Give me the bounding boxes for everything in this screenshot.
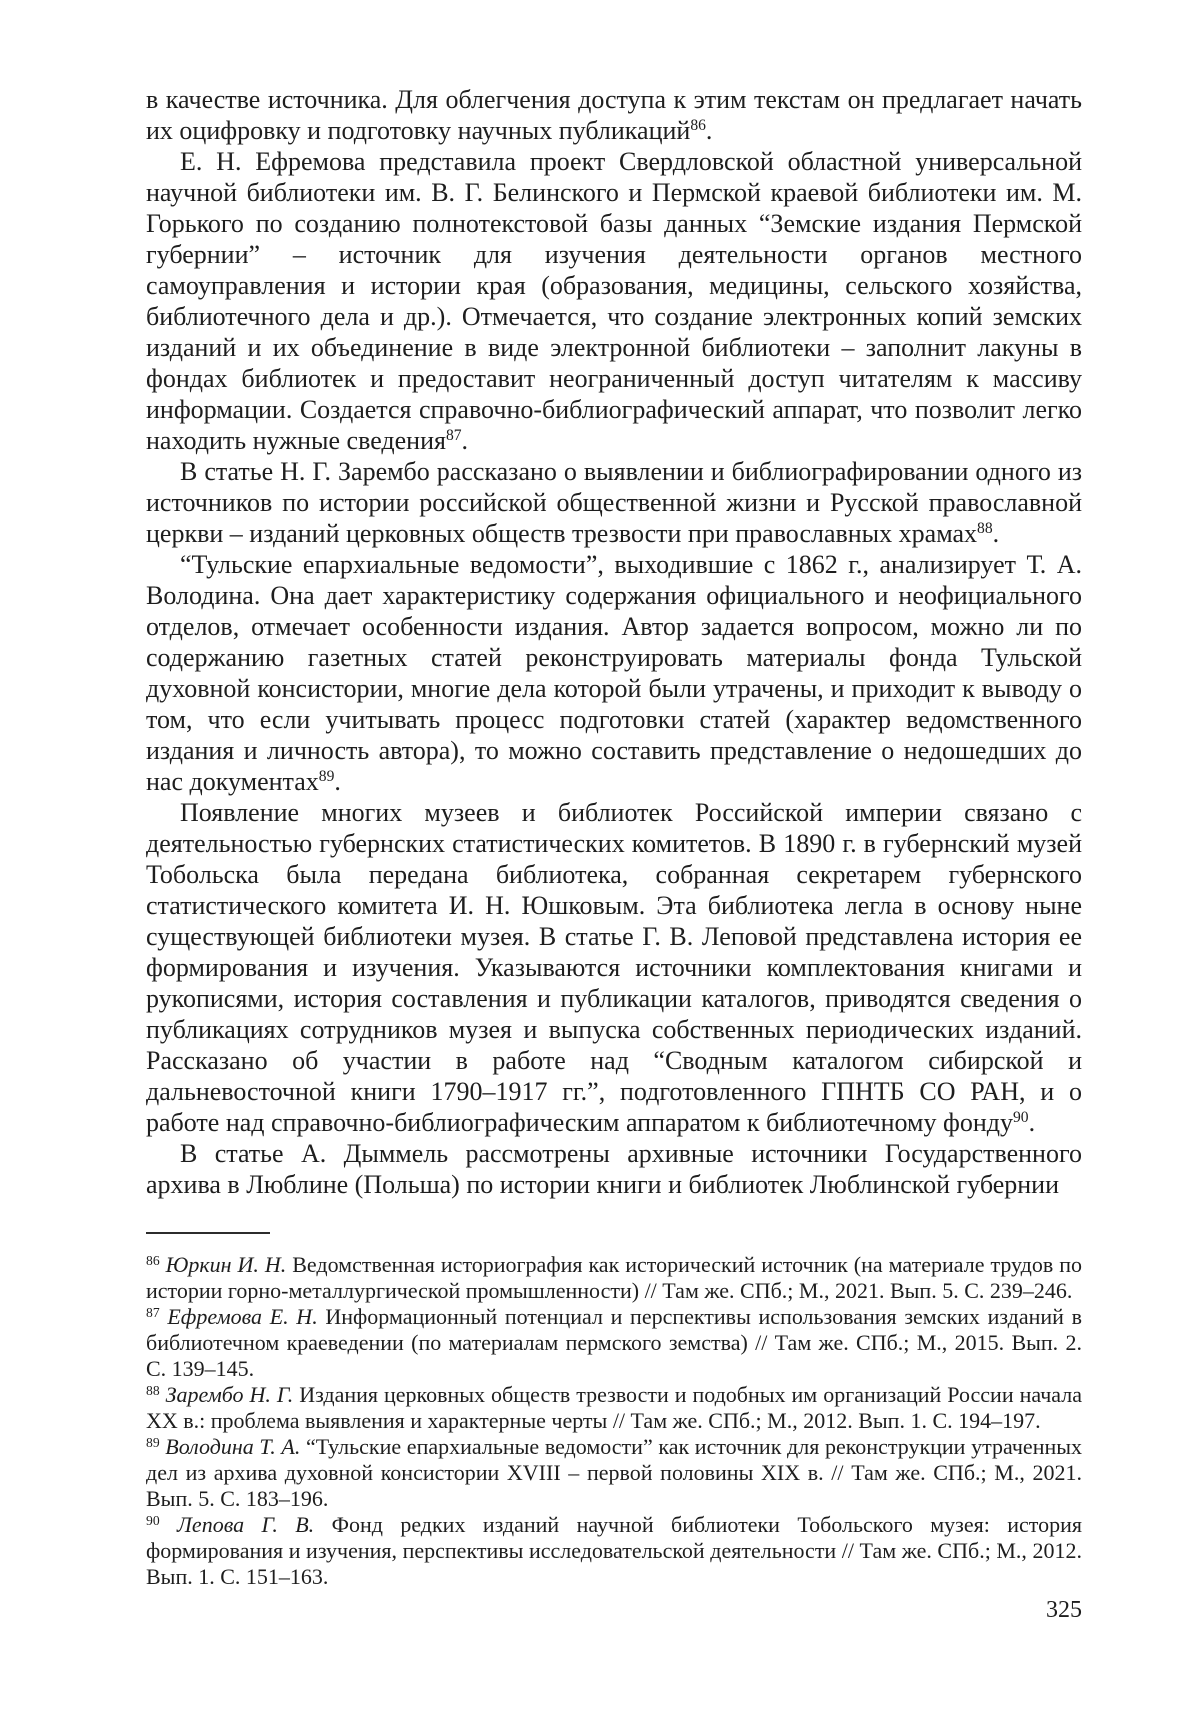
paragraph: “Тульские епархиальные ведомости”, выходившие с 1862 г., анализирует Т. А. Володина. Она дает характеристику содержания официального и неофициального отделов, отмечает особенности издания. Автор задается вопросом, можно ли по содержанию газетных статей реконструировать материалы фонда Тульской духовной консистории, многие дела которой были утрачены, и приходит к выводу о том, что если учитывать процесс подготовки статей (характер ведомственного издания и личность автора), то можно составить представление о недошедших до нас документах$^{89}$. — [146, 550, 1082, 796]
footnote-ref-89: 89 — [318, 768, 335, 786]
footnote-number: 86 — [146, 1253, 160, 1269]
footnote-89: $^{89}$ Володина Т. А. “Тульские епархиальные ведомости” как источник для реконструкции утраченных дел из архива духовной консистории XVIII – первой половины XIX в. // Там же. СПб.; М., 2021. Вып. 5. С. 183–196. — [146, 1434, 1083, 1511]
footnote-author: Володина Т. А. — [165, 1434, 301, 1459]
footnote-ref-88: 88 — [977, 520, 993, 538]
footnote-ref-90: 90 — [1012, 1109, 1029, 1127]
footnote-author: Зарембо Н. Г. — [165, 1382, 294, 1407]
main-text-block — [146, 84, 1082, 1200]
page-number: 325 — [1046, 1597, 1082, 1623]
footnote-90: $^{90}$ Лепова Г. В. Фонд редких изданий научной библиотеки Тобольского музея: история формирования и изучения, перспективы исследовательской деятельности // Там же. СПб.; М., 2012. Вып. 1. С. 151–163. — [146, 1512, 1082, 1589]
paragraph: В статье Н. Г. Зарембо рассказано о выявлении и библиографировании одного из источников по истории российской общественной жизни и Русской православной церкви – изданий церковных обществ трезвости при православных храмах$^{88}$. — [146, 457, 1082, 548]
paragraph: Е. Н. Ефремова представила проект Свердловской областной универсальной научной библиотеки им. В. Г. Белинского и Пермской краевой библиотеки им. М. Горького по созданию полнотекстовой базы данных “Земские издания Пермской губернии” – источник для изучения деятельности органов местного самоуправления и истории края (образования, медицины, сельского хозяйства, библиотечного дела и др.). Отмечается, что создание электронных копий земских изданий и их объединение в виде электронной библиотеки – заполнит лакуны в фондах библиотек и предоставит неограниченный доступ читателям к массиву информации. Создается справочно-библиографический аппарат, что позволит легко находить нужные сведения$^{87}$. — [146, 147, 1082, 455]
footnote-number: 88 — [146, 1383, 160, 1399]
footnote-author: Лепова Г. В. — [177, 1512, 315, 1537]
footnotes-block — [146, 1252, 1082, 1590]
footnote-author: Ефремова Е. Н. — [167, 1304, 318, 1329]
footnote-87: $^{87}$ Ефремова Е. Н. Информационный потенциал и перспективы использования земских изданий в библиотечном краеведении (по материалам пермского земства) // Там же. СПб.; М., 2015. Вып. 2. С. 139–145. — [146, 1304, 1083, 1381]
footnote-number: 90 — [146, 1513, 160, 1529]
footnote-ref-86: 86 — [690, 117, 706, 135]
paragraph: в качестве источника. Для облегчения доступа к этим текстам он предлагает начать их оцифровку и подготовку научных публикаций$^{86}$. — [146, 85, 1082, 145]
footnote-88: $^{88}$ Зарембо Н. Г. Издания церковных обществ трезвости и подобных им организаций России начала XX в.: проблема выявления и характерные черты // Там же. СПб.; М., 2012. Вып. 1. С. 194–197. — [146, 1382, 1083, 1433]
paragraph: В статье А. Дыммель рассмотрены архивные источники Государственного архива в Люблине (Польша) по истории книги и библиотек Люблинской губернии — [146, 1139, 1082, 1199]
footnote-author: Юркин И. Н. — [165, 1252, 287, 1277]
footnote-number: 87 — [146, 1305, 160, 1321]
footnote-ref-87: 87 — [445, 427, 462, 445]
footnote-86: $^{86}$ Юркин И. Н. Ведомственная историография как исторический источник (на материале трудов по истории горно-металлургической промышленности) // Там же. СПб.; М., 2021. Вып. 5. С. 239–246. — [146, 1252, 1082, 1303]
paragraph: Появление многих музеев и библиотек Российской империи связано с деятельностью губернских статистических комитетов. В 1890 г. в губернский музей Тобольска была передана библиотека, собранная секретарем губернского статистического комитета И. Н. Юшковым. Эта библиотека легла в основу ныне существующей библиотеки музея. В статье Г. В. Леповой представлена история ее формирования и изучения. Указываются источники комплектования книгами и рукописями, история составления и публикации каталогов, приводятся сведения о публикациях сотрудников музея и выпуска собственных периодических изданий. Рассказано об участии в работе над “Сводным каталогом сибирской и дальневосточной книги 1790–1917 гг.”, подготовленного ГПНТБ СО РАН, и о работе над справочно-библиографическим аппаратом к библиотечному фонду$^{90}$. — [146, 798, 1082, 1137]
footnote-number: 89 — [146, 1435, 160, 1451]
footnote-separator — [146, 1232, 270, 1234]
